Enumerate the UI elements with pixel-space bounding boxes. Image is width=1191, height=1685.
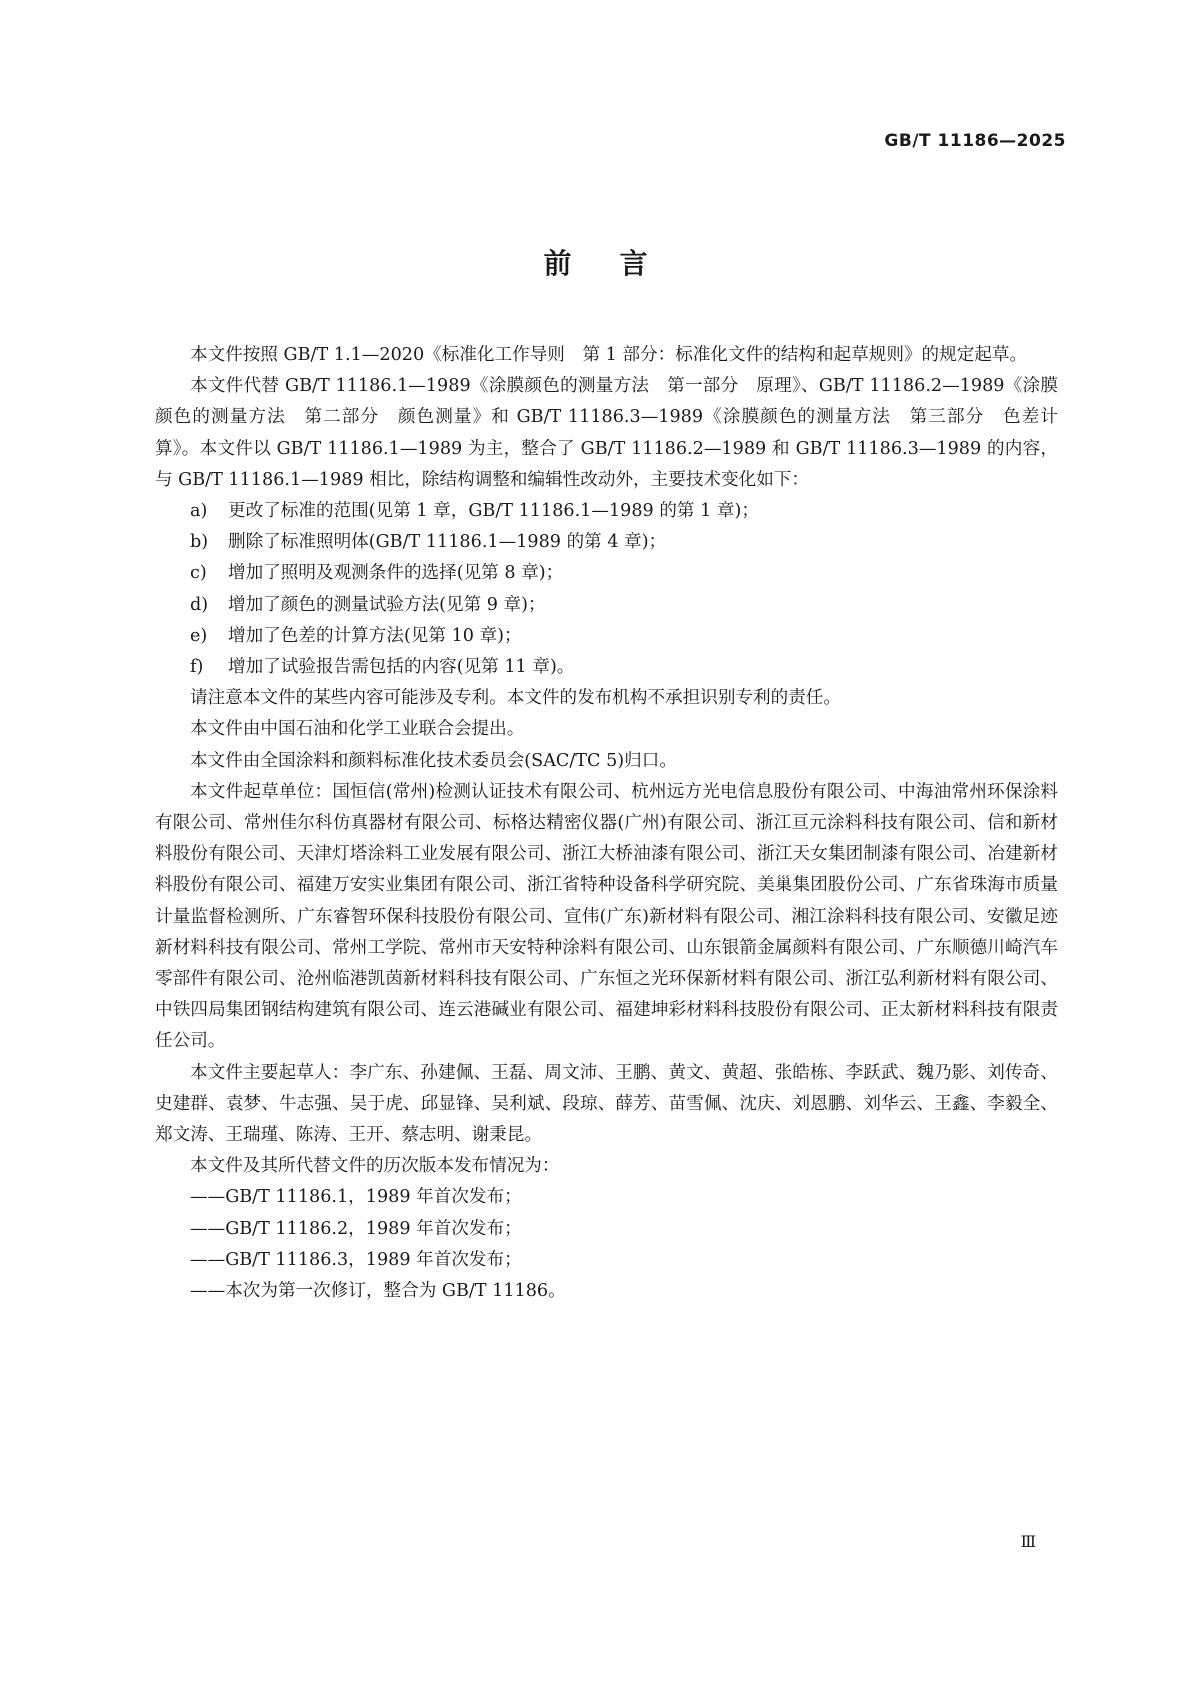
change-item-mark: a) [190,501,208,522]
paragraph-replacement: 本文件代替 GB/T 11186.1—1989《涂膜颜色的测量方法 第一部分 原理》、GB/T 11186.2—1989《涂膜颜色的测量方法 第二部分 颜色测量》和 GB/T 11186.3—1989《涂膜颜色的测量方法 第三部分 色差计算》。本文件以 GB/T 11186.1—1989 为主，整合了 GB/T 11186.2—1989 和 GB/T 11186.3—1989 的内容，与 GB/T 11186.1—1989 相比，除结构调整和编辑性改动外，主要技术变化如下： [155,376,1058,490]
change-item-text: 增加了色差的计算方法(见第 10 章)； [228,625,522,646]
paragraph-proposer: 本文件由中国石油和化学工业联合会提出。 [190,719,525,740]
paragraph-drafting-rules: 本文件按照 GB/T 1.1—2020《标准化工作导则 第 1 部分：标准化文件的结构和起草规则》的规定起草。 [190,345,1028,365]
paragraph-drafting-units: 本文件起草单位：国恒信(常州)检测认证技术有限公司、杭州远方光电信息股份有限公司、中海油常州环保涂料有限公司、常州佳尔科仿真器材有限公司、标格达精密仪器(广州)有限公司、浙江亘元涂料科技有限公司、信和新材料股份有限公司、天津灯塔涂料工业发展有限公司、浙江大桥油漆有限公司、浙江天女集团制漆有限公司、冶建新材料股份有限公司、福建万安实业集团有限公司、浙江省特种设备科学研究院、美巢集团股份公司、广东省珠海市质量计量监督检测所、广东睿智环保科技股份有限公司、宣伟(广东)新材料有限公司、湘江涂料科技有限公司、安徽足迹新材料科技有限公司、常州工学院、常州市天安特种涂料有限公司、山东银箭金属颜料有限公司、广东顺德川崎汽车零部件有限公司、沧州临港凯茵新材料科技有限公司、广东恒之光环保新材料有限公司、浙江弘利新材料有限公司、中铁四局集团钢结构建筑有限公司、连云港碱业有限公司、福建坤彩材料科技股份有限公司、正太新材料科技有限责任公司。 [155,781,1058,1052]
change-item-mark: f) [190,657,204,678]
paragraph-drafters: 本文件主要起草人：李广东、孙建佩、王磊、周文沛、王鹏、黄文、黄超、张皓栋、李跃武、魏乃影、刘传奇、史建群、袁梦、牛志强、吴于虎、邱显锋、吴利斌、段琼、薛芳、苗雪佩、沈庆、刘恩鹏、刘华云、王鑫、李毅全、郑文涛、王瑞瑾、陈涛、王开、蔡志明、谢秉昆。 [155,1062,1058,1146]
change-item-text: 删除了标准照明体(GB/T 11186.1—1989 的第 4 章)； [228,532,667,553]
change-item-mark: d) [190,594,209,615]
history-item: ——本次为第一次修订，整合为 GB/T 11186。 [190,1281,566,1302]
change-item-text: 增加了试验报告需包括的内容(见第 11 章)。 [228,657,575,678]
change-item-text: 增加了照明及观测条件的选择(见第 8 章)； [228,563,564,584]
change-item [155,558,1058,589]
change-item-mark: e) [190,625,208,646]
foreword-body [155,340,1058,1307]
change-item [155,590,1058,621]
standard-number: GB/T 11186—2025 [884,131,1066,151]
change-item [155,527,1058,558]
history-item: ——GB/T 11186.1，1989 年首次发布； [190,1187,522,1208]
change-item-text: 增加了颜色的测量试验方法(见第 9 章)； [228,594,546,615]
change-item-mark: b) [190,532,209,553]
history-item: ——GB/T 11186.3，1989 年首次发布； [190,1249,522,1270]
change-item [155,496,1058,527]
paragraph-patent-notice: 请注意本文件的某些内容可能涉及专利。本文件的发布机构不承担识别专利的责任。 [190,688,841,709]
page-number: Ⅲ [1020,1532,1036,1551]
history-item: ——GB/T 11186.2，1989 年首次发布； [190,1218,522,1239]
change-item-text: 更改了标准的范围(见第 1 章，GB/T 11186.1—1989 的第 1 章)； [228,501,759,522]
page-title: 前言 [543,247,696,280]
paragraph-committee: 本文件由全国涂料和颜料标准化技术委员会(SAC/TC 5)归口。 [190,750,677,771]
paragraph-history-intro: 本文件及其所代替文件的历次版本发布情况为： [190,1156,560,1177]
change-item-mark: c) [190,563,207,584]
change-item [155,621,1058,652]
change-item [155,652,1058,683]
